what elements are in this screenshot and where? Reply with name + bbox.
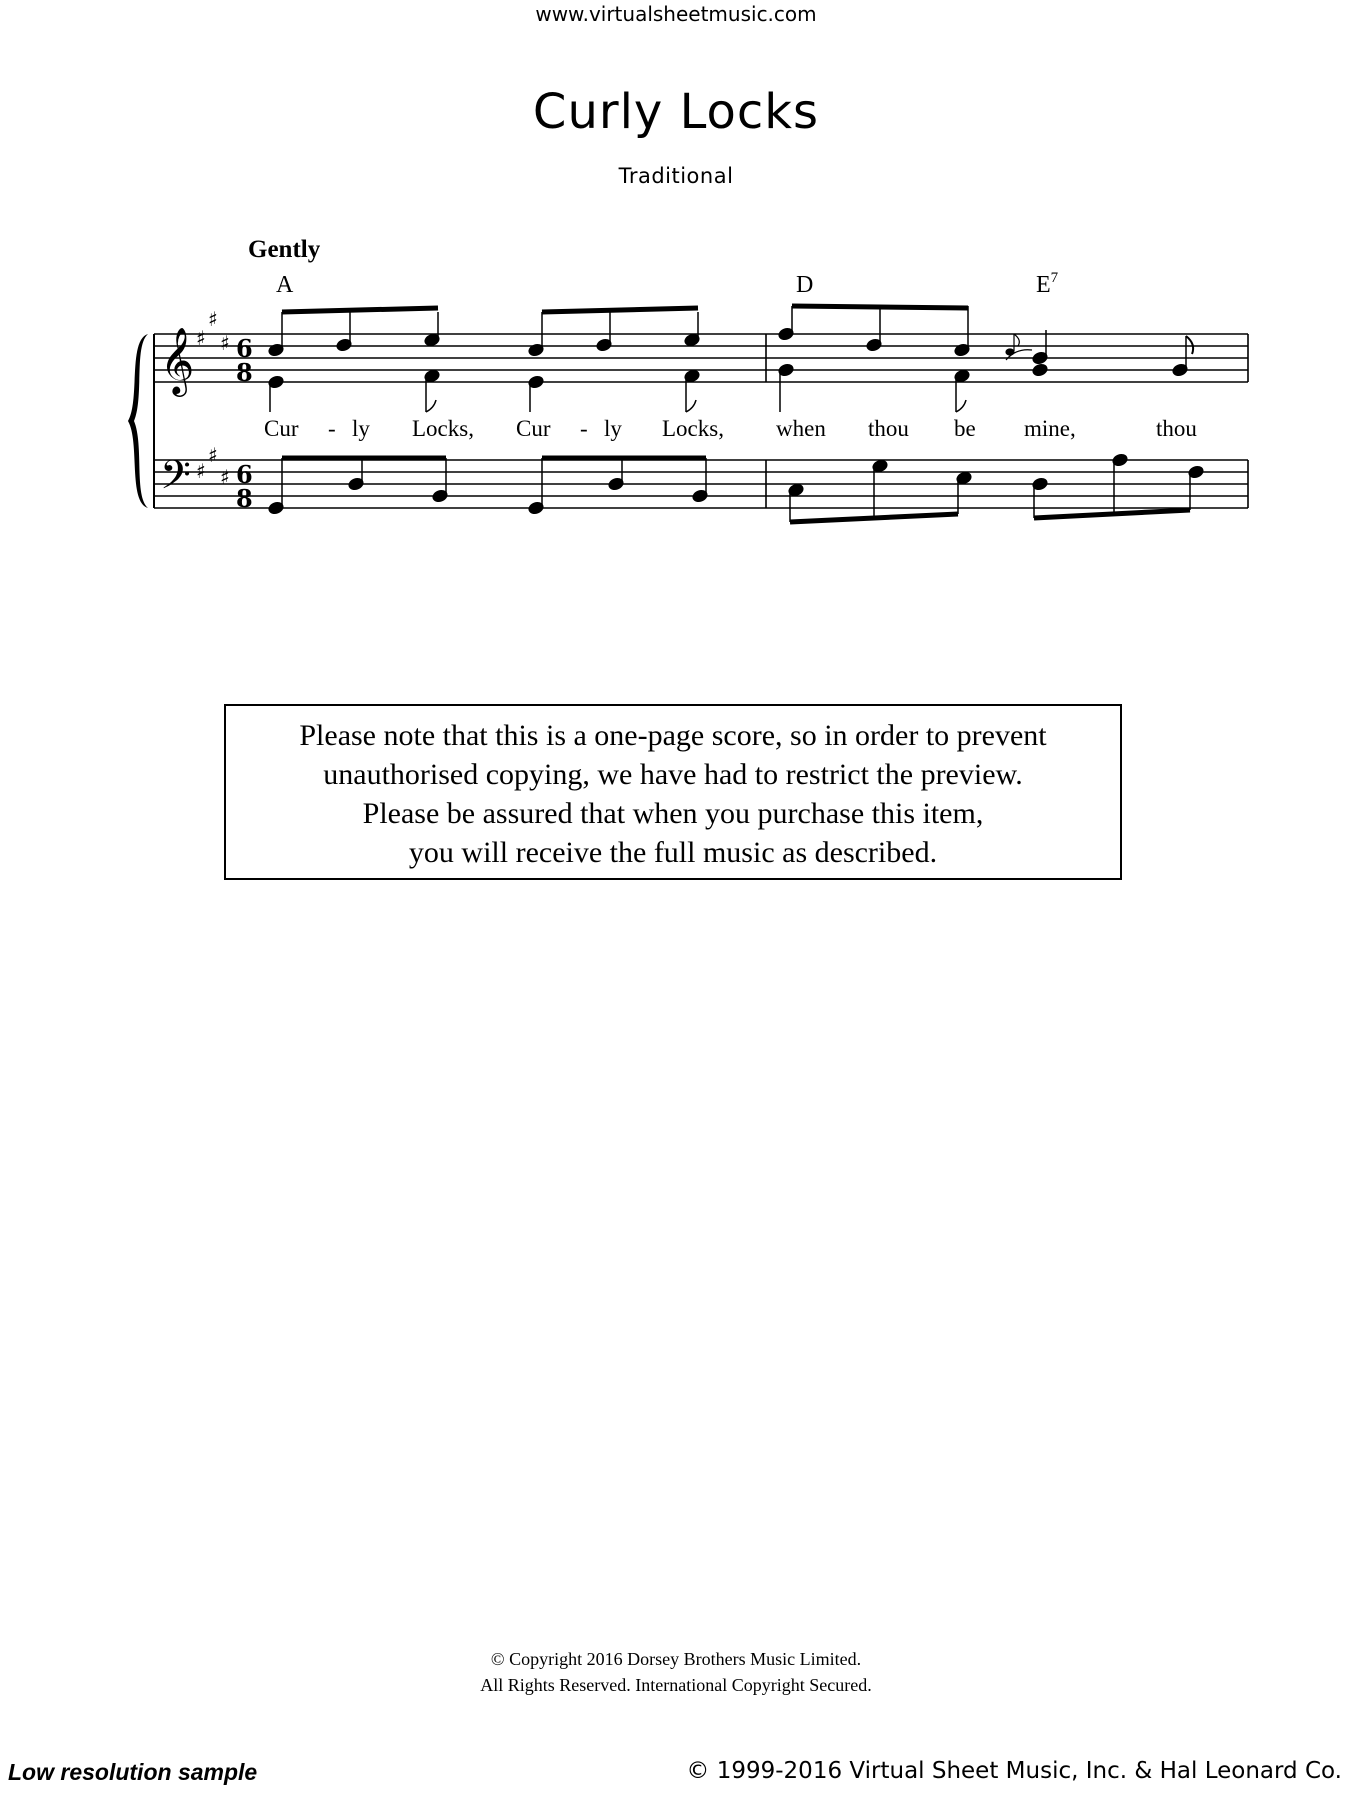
svg-text:8: 8 [236,484,253,513]
svg-text:♯: ♯ [208,443,218,467]
site-copyright: © 1999-2016 Virtual Sheet Music, Inc. & Hal Leonard Co. [686,1758,1342,1784]
svg-text:♯: ♯ [220,331,230,355]
copyright-line: © Copyright 2016 Dorsey Brothers Music Limited. [490,1649,862,1669]
notice-line: Please be assured that when you purchase this item, [362,797,984,830]
svg-text:6: 6 [236,334,253,363]
notice-line: unauthorised copying, we have had to restrict the preview. [323,758,1023,791]
svg-text:♯: ♯ [220,465,230,489]
chord-symbol-d: D [796,272,814,298]
svg-text:8: 8 [236,358,253,387]
lyric-syllable: Cur [264,416,299,441]
chord-symbol-e7: $E^7$ [1036,270,1059,298]
chord-symbol-a: A [276,272,294,298]
lyric-syllable: be [954,416,976,441]
svg-text:𝄢: 𝄢 [160,452,191,508]
lyric-syllable: Locks, [412,416,474,441]
low-resolution-label: Low resolution sample [8,1759,258,1785]
tempo-marking: Gently [248,236,321,263]
svg-text:♯: ♯ [196,326,206,350]
svg-text:6: 6 [236,460,253,489]
lyric-syllable: when [776,416,826,441]
lyric-syllable: ly [352,416,370,441]
lyric-syllable: Locks, [662,416,724,441]
preview-notice-box [224,704,1122,880]
svg-text:♯: ♯ [208,307,218,331]
svg-text:𝄞: 𝄞 [160,326,195,394]
lyric-syllable: thou [1156,416,1197,441]
site-url: www.virtualsheetmusic.com [535,2,817,26]
lyric-hyphen: - [580,416,588,441]
lyric-hyphen: - [328,416,336,441]
lyric-syllable: thou [868,416,909,441]
score-title: Curly Locks [532,84,820,140]
rights-line: All Rights Reserved. International Copyright Secured. [480,1675,872,1695]
lyric-syllable: mine, [1024,416,1076,441]
notice-line: you will receive the full music as described. [408,836,938,869]
music-score [0,0,1352,560]
composer-credit: Traditional [618,164,734,188]
notice-line: Please note that this is a one-page score, so in order to prevent [299,719,1047,752]
lyric-syllable: ly [604,416,622,441]
svg-text:♯: ♯ [196,459,206,483]
lyric-syllable: Cur [516,416,551,441]
